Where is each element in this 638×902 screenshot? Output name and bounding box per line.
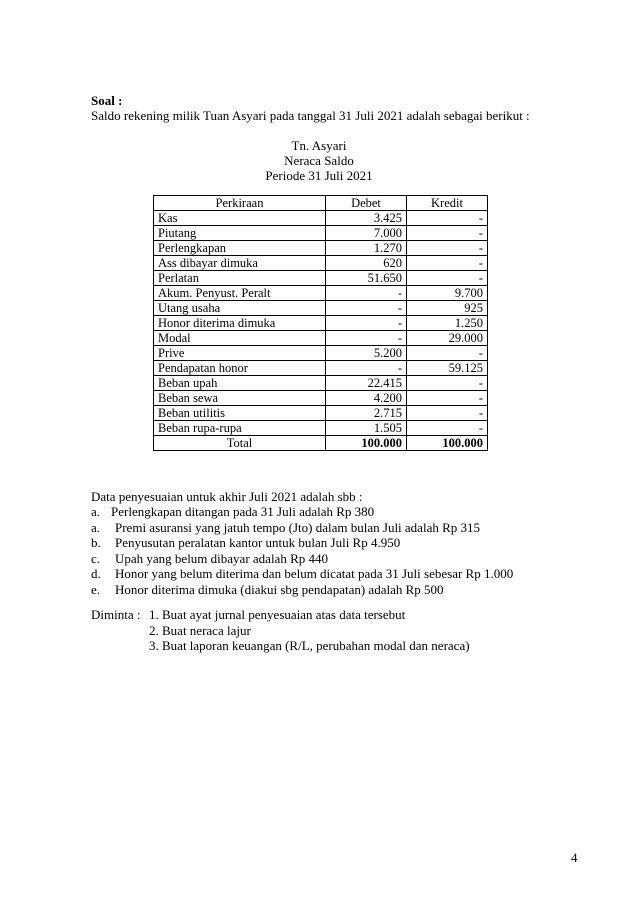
table-cell: Ass dibayar dimuka <box>154 256 326 271</box>
diminta-label: Diminta : <box>91 607 141 622</box>
table-cell: 1.505 <box>326 421 407 436</box>
table-cell: 620 <box>326 256 407 271</box>
total-cell: 100.000 <box>326 436 407 451</box>
total-cell: Total <box>154 436 326 451</box>
report-title: Neraca Saldo <box>284 153 354 168</box>
table-row <box>154 211 488 226</box>
company-name: Tn. Asyari <box>291 138 347 153</box>
table-cell: - <box>407 376 488 391</box>
table-row <box>154 271 488 286</box>
table-cell: Beban rupa-rupa <box>154 421 326 436</box>
table-cell: - <box>407 406 488 421</box>
adjustment-text: Honor diterima dimuka (diakui sbg pendapatan) adalah Rp 500 <box>115 581 444 597</box>
table-cell: 5.200 <box>326 346 407 361</box>
table-cell: Perlengkapan <box>154 241 326 256</box>
table-row <box>154 406 488 421</box>
table-cell: 1.270 <box>326 241 407 256</box>
adjustment-marker: d. <box>91 566 101 581</box>
table-row <box>154 226 488 241</box>
table-cell: Honor diterima dimuka <box>154 316 326 331</box>
table-row <box>154 331 488 346</box>
table-cell: 1.250 <box>407 316 488 331</box>
table-cell: 59.125 <box>407 361 488 376</box>
table-cell: 3.425 <box>326 211 407 226</box>
table-cell: 29.000 <box>407 331 488 346</box>
table-cell: - <box>326 316 407 331</box>
adjustment-marker: e. <box>91 581 101 597</box>
table-cell: Kas <box>154 211 326 226</box>
diminta-item: 2. Buat neraca lajur <box>149 622 251 638</box>
table-cell: - <box>326 331 407 346</box>
adjustment-text: Penyusutan peralatan kantor untuk bulan Juli Rp 4.950 <box>115 535 401 550</box>
adjustment-text: Perlengkapan ditangan pada 31 Juli adalah Rp 380 <box>111 504 375 519</box>
table-cell: 2.715 <box>326 406 407 421</box>
column-header: Kredit <box>407 196 488 211</box>
trial-balance-table <box>153 195 488 451</box>
table-row <box>154 316 488 331</box>
soal-label: Soal : <box>91 93 123 108</box>
table-row <box>154 256 488 271</box>
page-number: 4 <box>571 850 578 865</box>
table-row <box>154 361 488 376</box>
adjustment-text: Honor yang belum diterima dan belum dicatat pada 31 Juli sebesar Rp 1.000 <box>115 566 514 581</box>
adjustment-text: Premi asuransi yang jatuh tempo (Jto) dalam bulan Juli adalah Rp 315 <box>115 519 481 535</box>
table-cell: 7.000 <box>326 226 407 241</box>
table-cell: - <box>326 361 407 376</box>
adjustment-marker: a. <box>91 504 101 519</box>
table-cell: Pendapatan honor <box>154 361 326 376</box>
table-cell: - <box>407 346 488 361</box>
table-cell: - <box>407 256 488 271</box>
table-header-row <box>154 196 488 211</box>
adjustments-heading: Data penyesuaian untuk akhir Juli 2021 adalah sbb : <box>91 489 363 504</box>
table-cell: Beban upah <box>154 376 326 391</box>
table-row <box>154 421 488 436</box>
report-period: Periode 31 Juli 2021 <box>265 168 373 183</box>
adjustment-marker: b. <box>91 535 101 550</box>
adjustment-marker: c. <box>91 550 101 566</box>
table-cell: 925 <box>407 301 488 316</box>
table-row <box>154 286 488 301</box>
table-row <box>154 241 488 256</box>
table-cell: - <box>407 241 488 256</box>
table-cell: - <box>407 421 488 436</box>
diminta-item: 1. Buat ayat jurnal penyesuaian atas data tersebut <box>149 607 406 622</box>
table-cell: - <box>407 271 488 286</box>
table-cell: Utang usaha <box>154 301 326 316</box>
adjustment-marker: a. <box>91 519 101 535</box>
total-row <box>154 436 488 451</box>
adjustment-text: Upah yang belum dibayar adalah Rp 440 <box>115 550 328 566</box>
table-cell: Beban utilitis <box>154 406 326 421</box>
table-cell: Prive <box>154 346 326 361</box>
intro-text: Saldo rekening milik Tuan Asyari pada tanggal 31 Juli 2021 adalah sebagai berikut : <box>91 108 530 123</box>
table-cell: - <box>326 286 407 301</box>
table-cell: - <box>407 391 488 406</box>
table-cell: 51.650 <box>326 271 407 286</box>
table-cell: - <box>407 211 488 226</box>
table-cell: Piutang <box>154 226 326 241</box>
table-row <box>154 376 488 391</box>
table-row <box>154 346 488 361</box>
table-cell: Akum. Penyust. Peralt <box>154 286 326 301</box>
diminta-item: 3. Buat laporan keuangan (R/L, perubahan modal dan neraca) <box>149 638 470 653</box>
column-header: Perkiraan <box>154 196 326 211</box>
table-cell: Perlatan <box>154 271 326 286</box>
table-cell: - <box>326 301 407 316</box>
table-cell: 9.700 <box>407 286 488 301</box>
table-row <box>154 301 488 316</box>
table-row <box>154 391 488 406</box>
total-cell: 100.000 <box>407 436 488 451</box>
table-cell: 22.415 <box>326 376 407 391</box>
column-header: Debet <box>326 196 407 211</box>
table-cell: - <box>407 226 488 241</box>
table-cell: Beban sewa <box>154 391 326 406</box>
table-cell: Modal <box>154 331 326 346</box>
table-cell: 4.200 <box>326 391 407 406</box>
